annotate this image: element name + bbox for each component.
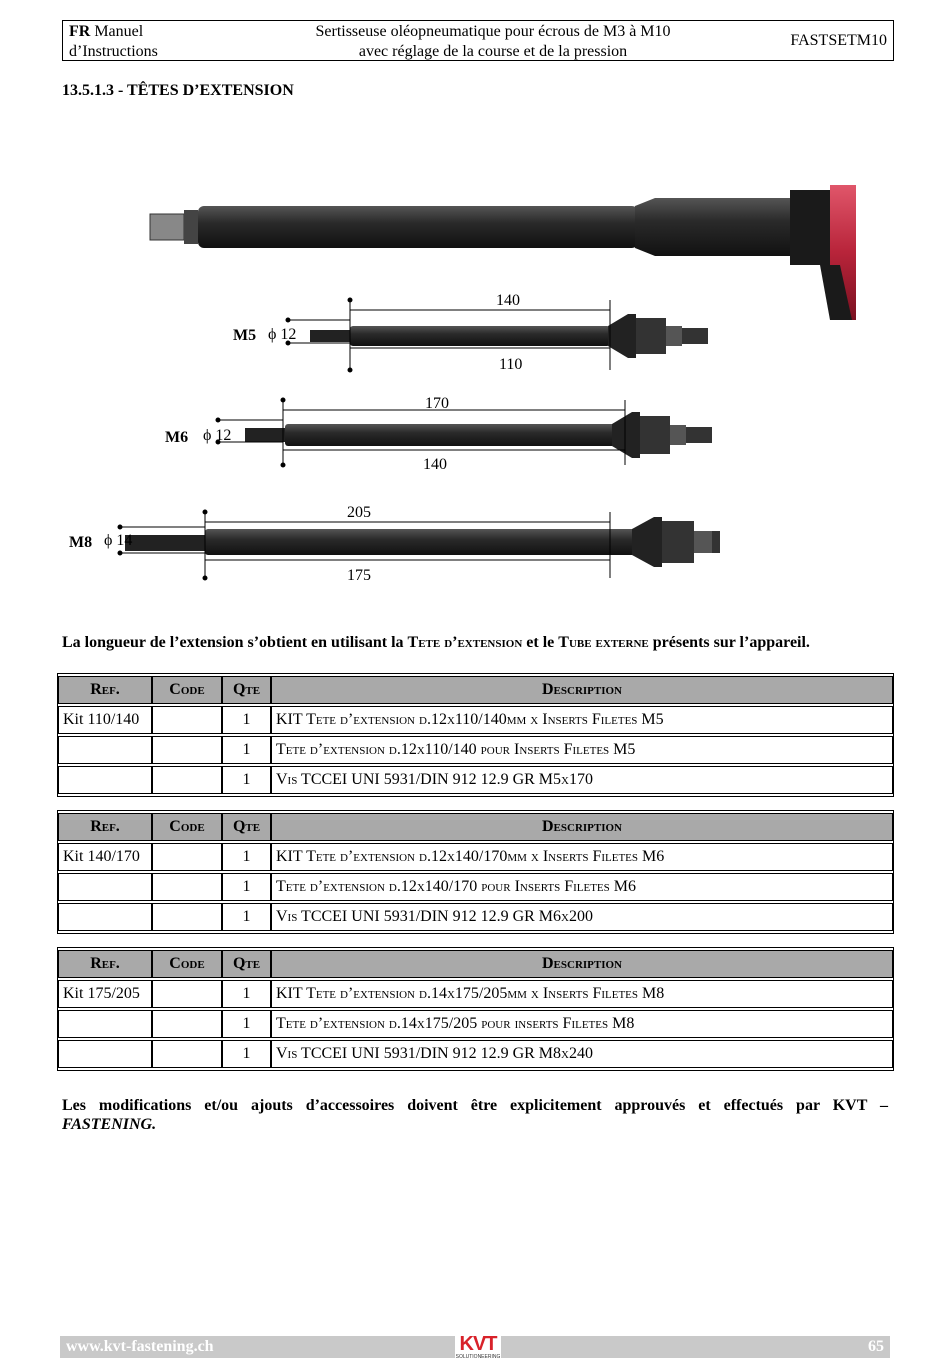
cell-ref xyxy=(58,766,152,794)
dimension-lines xyxy=(0,290,950,590)
note-term-head: Tete d’extension xyxy=(407,634,523,651)
m6-diameter: ϕ 12 xyxy=(203,427,232,444)
table-row xyxy=(58,736,893,764)
table-header-row xyxy=(58,950,893,978)
header-instructions: d’Instructions xyxy=(69,43,158,60)
header-manual: Manuel xyxy=(90,23,144,40)
cell-description: KIT Tete d’extension d.12x140/170mm x Inserts Filetes M6 xyxy=(271,843,893,871)
table-row xyxy=(58,980,893,1008)
col-code: Code xyxy=(152,676,222,704)
table-row xyxy=(58,1040,893,1068)
cell-description: Vis TCCEI UNI 5931/DIN 912 12.9 GR M8x240 xyxy=(271,1040,893,1068)
cell-description: Vis TCCEI UNI 5931/DIN 912 12.9 GR M5x170 xyxy=(271,766,893,794)
col-ref: Ref. xyxy=(58,676,152,704)
m6-label: M6 xyxy=(165,429,189,446)
cell-ref xyxy=(58,1040,152,1068)
cell-qte: 1 xyxy=(222,766,271,794)
header-lang: FR xyxy=(69,23,91,40)
cell-description: Vis TCCEI UNI 5931/DIN 912 12.9 GR M6x200 xyxy=(271,903,893,931)
logo-subtext: SOLUTIONEERING xyxy=(455,1354,501,1360)
col-ref: Ref. xyxy=(58,813,152,841)
cell-description: KIT Tete d’extension d.12x110/140mm x Inserts Filetes M5 xyxy=(271,706,893,734)
m8-length-bottom: 175 xyxy=(347,567,371,584)
cell-code xyxy=(152,980,222,1008)
table-row xyxy=(58,843,893,871)
m5-length-bottom: 110 xyxy=(499,356,523,373)
header-doc-title xyxy=(293,22,693,62)
cell-code xyxy=(152,706,222,734)
table-header-row xyxy=(58,676,893,704)
cell-qte: 1 xyxy=(222,873,271,901)
cell-ref: Kit 175/205 xyxy=(58,980,152,1008)
cell-code xyxy=(152,766,222,794)
kvt-logo xyxy=(455,1334,501,1366)
col-qte: Qte xyxy=(222,676,271,704)
col-description: Description xyxy=(271,676,893,704)
footer-url[interactable]: www.kvt-fastening.ch xyxy=(66,1338,214,1355)
logo-text: KVT xyxy=(459,1333,497,1355)
cell-description: Tete d’extension d.12x110/140 pour Inserts Filetes M5 xyxy=(271,736,893,764)
modifications-note: Les modifications et/ou ajouts d’accessoires doivent être explicitement approuvés et effectués par KVT – xyxy=(62,1097,888,1114)
cell-code xyxy=(152,1010,222,1038)
note-term-tube: Tube externe xyxy=(558,634,649,651)
col-code: Code xyxy=(152,950,222,978)
table-row xyxy=(58,1010,893,1038)
cell-code xyxy=(152,736,222,764)
col-qte: Qte xyxy=(222,950,271,978)
cell-code xyxy=(152,903,222,931)
cell-ref xyxy=(58,873,152,901)
cell-qte: 1 xyxy=(222,903,271,931)
page-number: 65 xyxy=(868,1338,884,1355)
note-text-e: présents sur l’appareil. xyxy=(648,634,810,651)
m5-diameter: ϕ 12 xyxy=(268,326,297,343)
header-manual-label xyxy=(69,22,158,62)
cell-description: Tete d’extension d.12x140/170 pour Inserts Filetes M6 xyxy=(271,873,893,901)
cell-code xyxy=(152,1040,222,1068)
section-title: 13.5.1.3 - TÊTES D’EXTENSION xyxy=(62,82,294,99)
cell-code xyxy=(152,843,222,871)
m8-diameter: ϕ 14 xyxy=(104,532,133,549)
col-qte: Qte xyxy=(222,813,271,841)
extension-length-note xyxy=(62,634,888,652)
col-description: Description xyxy=(271,813,893,841)
modifications-note-end: FASTENING. xyxy=(62,1116,157,1133)
note-text-a: La longueur de l’extension s’obtient en utilisant la xyxy=(62,634,408,651)
cell-qte: 1 xyxy=(222,843,271,871)
cell-qte: 1 xyxy=(222,736,271,764)
cell-description: Tete d’extension d.14x175/205 pour inserts Filetes M8 xyxy=(271,1010,893,1038)
col-ref: Ref. xyxy=(58,950,152,978)
m6-length-top: 170 xyxy=(425,395,449,412)
cell-ref: Kit 110/140 xyxy=(58,706,152,734)
col-description: Description xyxy=(271,950,893,978)
m8-label: M8 xyxy=(69,534,93,551)
cell-qte: 1 xyxy=(222,980,271,1008)
table-row xyxy=(58,903,893,931)
header-title-line1: Sertisseuse oléopneumatique pour écrous de M3 à M10 xyxy=(315,23,671,40)
cell-qte: 1 xyxy=(222,1010,271,1038)
table-row xyxy=(58,766,893,794)
cell-ref xyxy=(58,1010,152,1038)
m5-length-top: 140 xyxy=(496,292,520,309)
header-title-line2: avec réglage de la course et de la pression xyxy=(358,43,628,60)
header-model: FASTSETM10 xyxy=(790,32,887,49)
note-text-c: et le xyxy=(522,634,559,651)
table-header-row xyxy=(58,813,893,841)
cell-ref xyxy=(58,736,152,764)
m6-length-bottom: 140 xyxy=(423,456,447,473)
parts-table-m6 xyxy=(57,810,894,934)
m8-length-top: 205 xyxy=(347,504,371,521)
col-code: Code xyxy=(152,813,222,841)
parts-table-m5 xyxy=(57,673,894,797)
cell-qte: 1 xyxy=(222,1040,271,1068)
cell-description: KIT Tete d’extension d.14x175/205mm x Inserts Filetes M8 xyxy=(271,980,893,1008)
page-header xyxy=(62,20,894,61)
cell-qte: 1 xyxy=(222,706,271,734)
cell-ref: Kit 140/170 xyxy=(58,843,152,871)
parts-table-m8 xyxy=(57,947,894,1071)
table-row xyxy=(58,873,893,901)
cell-ref xyxy=(58,903,152,931)
cell-code xyxy=(152,873,222,901)
table-row xyxy=(58,706,893,734)
m5-label: M5 xyxy=(233,327,257,344)
